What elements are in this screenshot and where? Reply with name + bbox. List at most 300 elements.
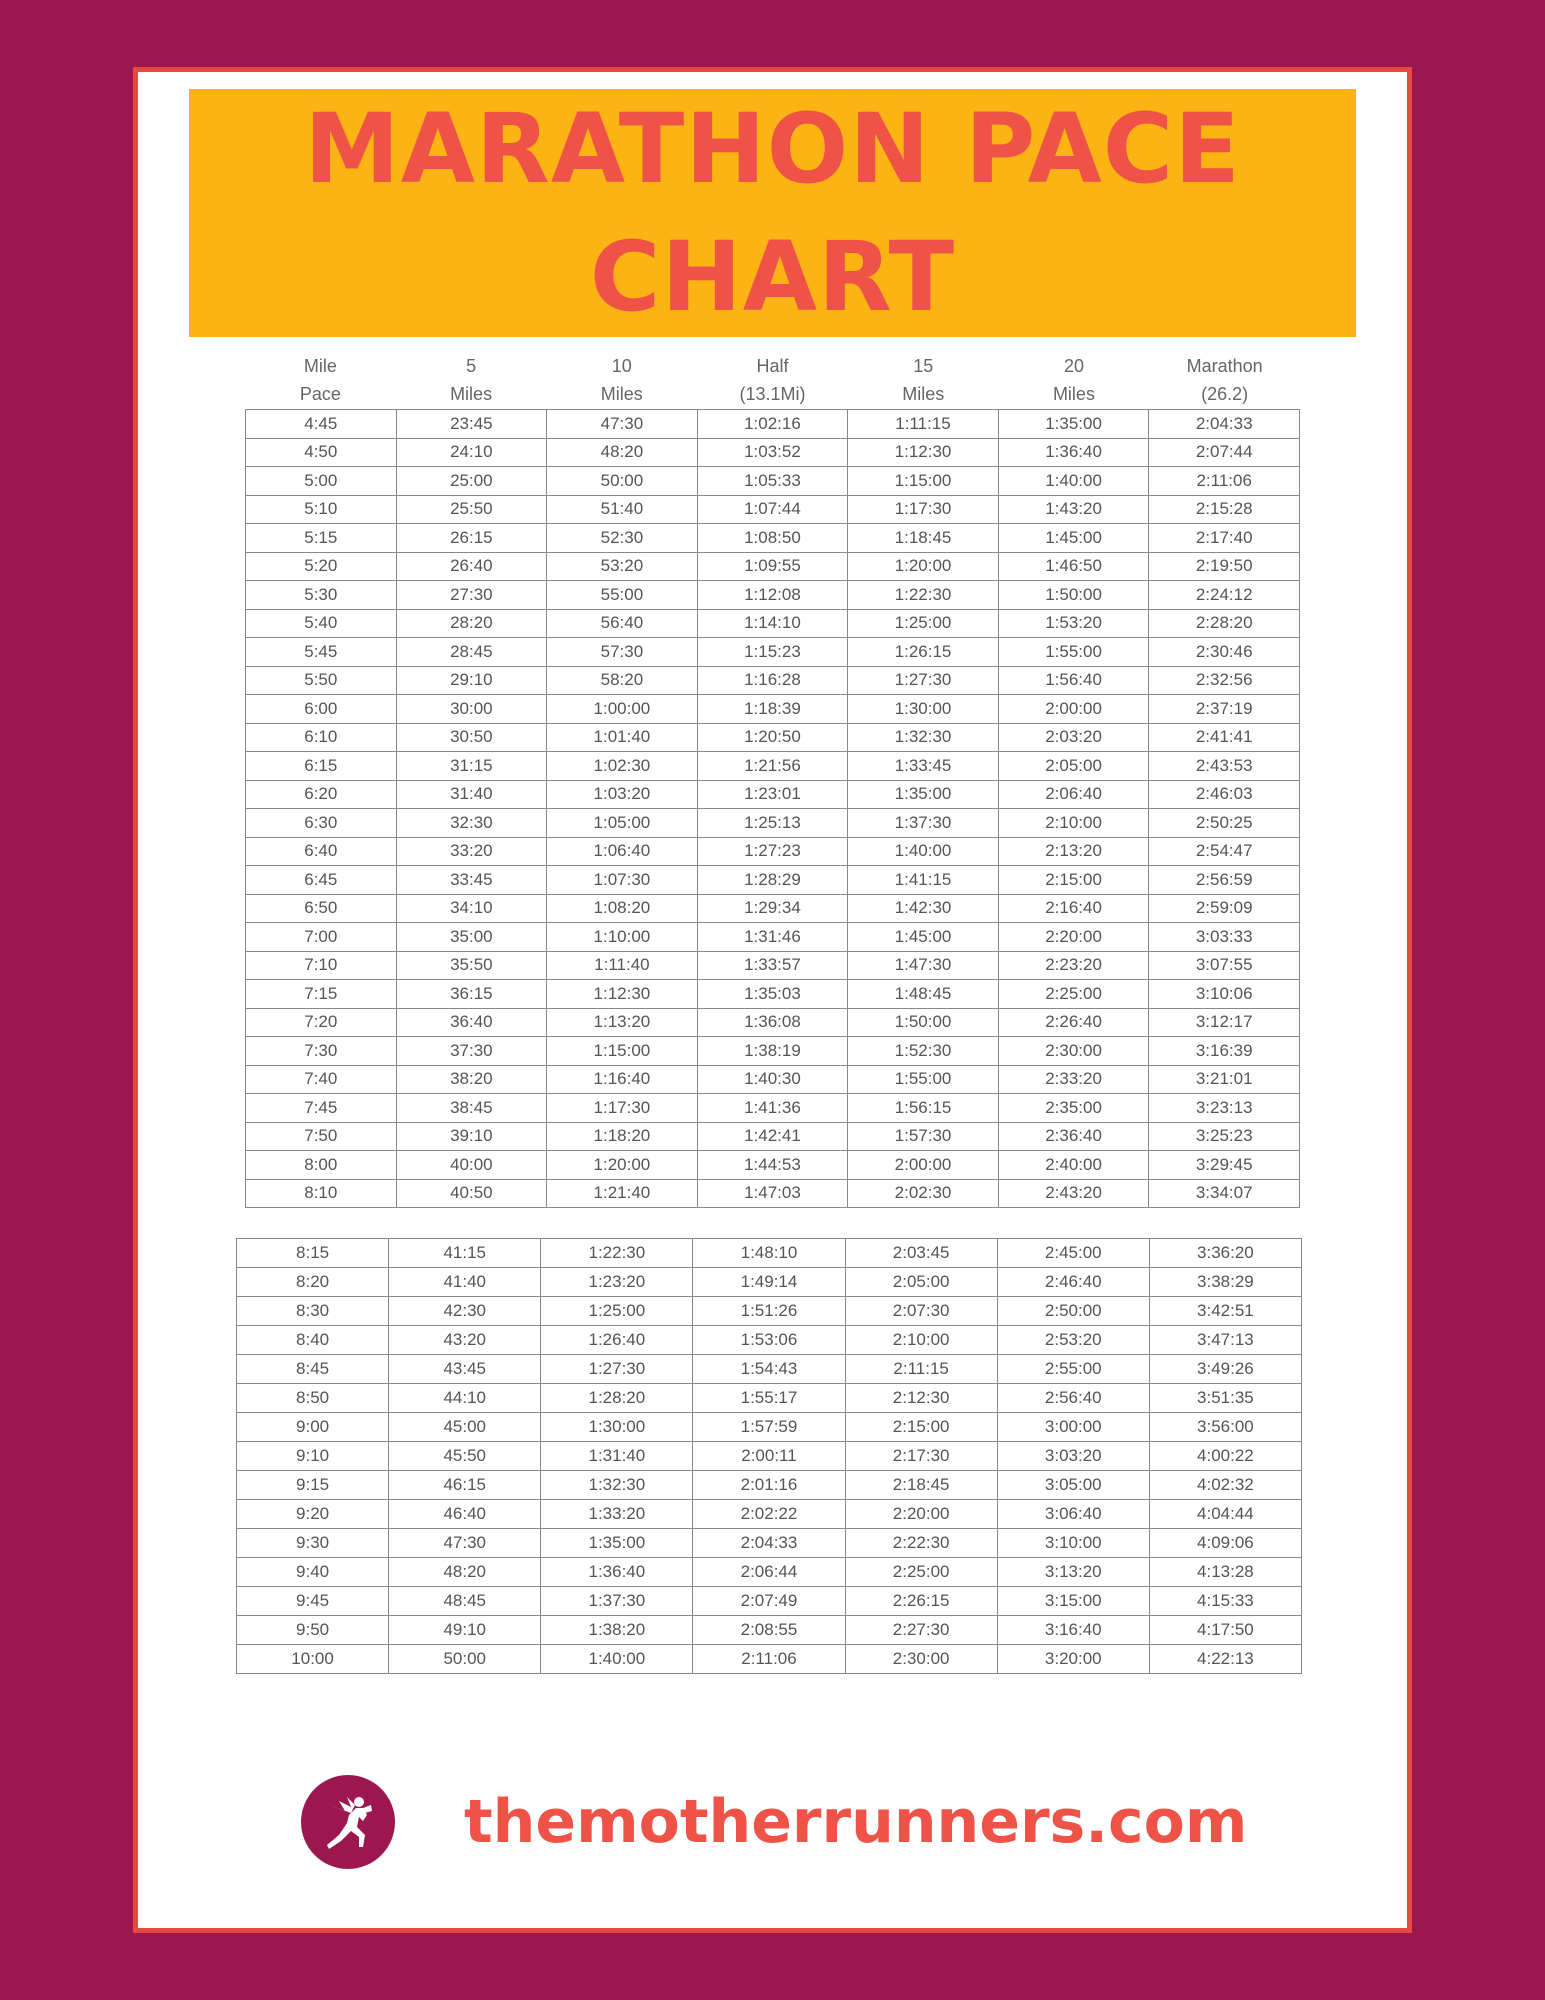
table-cell: 1:18:39 [697, 695, 848, 724]
table-cell: 2:10:00 [845, 1326, 997, 1355]
table-cell: 6:15 [246, 752, 397, 781]
table-cell: 5:10 [246, 495, 397, 524]
table-cell: 2:37:19 [1149, 695, 1300, 724]
table-cell: 35:00 [396, 923, 547, 952]
table-cell: 33:45 [396, 866, 547, 895]
table-row [246, 1008, 1300, 1037]
table-cell: 2:11:15 [845, 1355, 997, 1384]
table-cell: 2:26:40 [998, 1008, 1149, 1037]
table-cell: 7:40 [246, 1065, 397, 1094]
table-cell: 56:40 [547, 609, 698, 638]
table-cell: 2:26:15 [845, 1587, 997, 1616]
table-cell: 50:00 [547, 467, 698, 496]
table-cell: 41:15 [389, 1239, 541, 1268]
table-cell: 4:17:50 [1149, 1616, 1301, 1645]
table-cell: 37:30 [396, 1037, 547, 1066]
table-row [246, 894, 1300, 923]
table-cell: 1:48:10 [693, 1239, 845, 1268]
table-cell: 1:03:52 [697, 438, 848, 467]
table-cell: 1:40:30 [697, 1065, 848, 1094]
table-row [237, 1326, 1302, 1355]
table-row [246, 980, 1300, 1009]
table-cell: 4:22:13 [1149, 1645, 1301, 1674]
table-cell: 2:11:06 [1149, 467, 1300, 496]
column-header [848, 352, 999, 408]
table-cell: 2:30:00 [998, 1037, 1149, 1066]
table-cell: 2:43:53 [1149, 752, 1300, 781]
table-cell: 8:40 [237, 1326, 389, 1355]
table-cell: 1:47:30 [848, 951, 999, 980]
table-cell: 1:08:20 [547, 894, 698, 923]
table-cell: 3:10:06 [1149, 980, 1300, 1009]
table-cell: 5:30 [246, 581, 397, 610]
table-cell: 38:20 [396, 1065, 547, 1094]
table-cell: 30:00 [396, 695, 547, 724]
table-cell: 2:17:40 [1149, 524, 1300, 553]
table-cell: 1:47:03 [697, 1179, 848, 1208]
table-cell: 1:35:00 [998, 410, 1149, 439]
table-cell: 2:15:00 [845, 1413, 997, 1442]
pace-table-part-1 [245, 409, 1300, 1208]
table-cell: 28:20 [396, 609, 547, 638]
table-cell: 4:02:32 [1149, 1471, 1301, 1500]
table-row [246, 923, 1300, 952]
table-cell: 57:30 [547, 638, 698, 667]
table-cell: 46:15 [389, 1471, 541, 1500]
table-cell: 5:15 [246, 524, 397, 553]
table-cell: 2:13:20 [998, 837, 1149, 866]
table-cell: 1:33:57 [697, 951, 848, 980]
table-cell: 2:27:30 [845, 1616, 997, 1645]
table-cell: 1:28:20 [541, 1384, 693, 1413]
table-cell: 47:30 [389, 1529, 541, 1558]
table-cell: 1:26:40 [541, 1326, 693, 1355]
table-cell: 1:40:00 [848, 837, 999, 866]
table-row [246, 951, 1300, 980]
table-cell: 3:05:00 [997, 1471, 1149, 1500]
table-cell: 2:05:00 [845, 1268, 997, 1297]
table-cell: 25:00 [396, 467, 547, 496]
table-cell: 24:10 [396, 438, 547, 467]
table-cell: 1:45:00 [848, 923, 999, 952]
table-row [237, 1616, 1302, 1645]
table-row [246, 1037, 1300, 1066]
table-cell: 1:17:30 [848, 495, 999, 524]
table-cell: 3:42:51 [1149, 1297, 1301, 1326]
table-row [246, 581, 1300, 610]
table-cell: 25:50 [396, 495, 547, 524]
table-cell: 29:10 [396, 666, 547, 695]
table-cell: 26:15 [396, 524, 547, 553]
table-cell: 31:40 [396, 780, 547, 809]
table-cell: 2:00:00 [848, 1151, 999, 1180]
table-cell: 1:45:00 [998, 524, 1149, 553]
table-cell: 2:56:40 [997, 1384, 1149, 1413]
table-cell: 2:54:47 [1149, 837, 1300, 866]
table-cell: 5:00 [246, 467, 397, 496]
table-cell: 9:10 [237, 1442, 389, 1471]
table-cell: 1:30:00 [848, 695, 999, 724]
table-row [237, 1500, 1302, 1529]
table-cell: 2:24:12 [1149, 581, 1300, 610]
table-cell: 1:20:00 [547, 1151, 698, 1180]
table-cell: 1:48:45 [848, 980, 999, 1009]
table-cell: 36:40 [396, 1008, 547, 1037]
table-cell: 1:15:00 [547, 1037, 698, 1066]
table-cell: 2:45:00 [997, 1239, 1149, 1268]
table-cell: 1:37:30 [848, 809, 999, 838]
title-line-2: CHART [589, 221, 956, 333]
table-row [246, 1151, 1300, 1180]
table-cell: 3:12:17 [1149, 1008, 1300, 1037]
table-cell: 1:12:08 [697, 581, 848, 610]
table-row [246, 1094, 1300, 1123]
table-cell: 3:16:40 [997, 1616, 1149, 1645]
column-header-line: Miles [450, 384, 493, 404]
table-cell: 2:32:56 [1149, 666, 1300, 695]
table-cell: 1:41:36 [697, 1094, 848, 1123]
table-cell: 1:01:40 [547, 723, 698, 752]
table-cell: 2:28:20 [1149, 609, 1300, 638]
winged-runner-icon [301, 1775, 395, 1869]
table-cell: 1:32:30 [541, 1471, 693, 1500]
table-row [237, 1297, 1302, 1326]
table-cell: 1:40:00 [541, 1645, 693, 1674]
column-header [396, 352, 547, 408]
column-header-line: Miles [600, 384, 643, 404]
table-cell: 2:50:25 [1149, 809, 1300, 838]
table-cell: 55:00 [547, 581, 698, 610]
column-header [245, 352, 396, 408]
table-cell: 1:38:20 [541, 1616, 693, 1645]
table-cell: 27:30 [396, 581, 547, 610]
table-cell: 1:27:23 [697, 837, 848, 866]
table-cell: 1:25:13 [697, 809, 848, 838]
table-cell: 1:35:00 [541, 1529, 693, 1558]
table-cell: 3:07:55 [1149, 951, 1300, 980]
table-cell: 45:00 [389, 1413, 541, 1442]
table-cell: 2:43:20 [998, 1179, 1149, 1208]
table-cell: 1:36:40 [541, 1558, 693, 1587]
table-cell: 1:10:00 [547, 923, 698, 952]
table-cell: 8:45 [237, 1355, 389, 1384]
table-cell: 3:25:23 [1149, 1122, 1300, 1151]
table-cell: 2:22:30 [845, 1529, 997, 1558]
table-cell: 2:06:44 [693, 1558, 845, 1587]
table-cell: 2:15:28 [1149, 495, 1300, 524]
table-cell: 44:10 [389, 1384, 541, 1413]
table-cell: 1:05:00 [547, 809, 698, 838]
table-cell: 43:45 [389, 1355, 541, 1384]
table-cell: 1:42:30 [848, 894, 999, 923]
table-cell: 1:33:20 [541, 1500, 693, 1529]
table-cell: 38:45 [396, 1094, 547, 1123]
table-row [246, 495, 1300, 524]
table-row [237, 1558, 1302, 1587]
table-cell: 28:45 [396, 638, 547, 667]
table-cell: 2:07:30 [845, 1297, 997, 1326]
column-header [1149, 352, 1300, 408]
table-cell: 1:11:40 [547, 951, 698, 980]
table-cell: 3:51:35 [1149, 1384, 1301, 1413]
table-cell: 33:20 [396, 837, 547, 866]
table-row [246, 723, 1300, 752]
table-cell: 1:55:00 [848, 1065, 999, 1094]
table-cell: 2:04:33 [1149, 410, 1300, 439]
table-cell: 26:40 [396, 552, 547, 581]
table-cell: 2:50:00 [997, 1297, 1149, 1326]
table-cell: 1:23:20 [541, 1268, 693, 1297]
table-cell: 1:55:17 [693, 1384, 845, 1413]
table-cell: 1:31:40 [541, 1442, 693, 1471]
table-cell: 53:20 [547, 552, 698, 581]
table-cell: 6:00 [246, 695, 397, 724]
table-cell: 2:35:00 [998, 1094, 1149, 1123]
table-cell: 3:13:20 [997, 1558, 1149, 1587]
table-cell: 2:25:00 [998, 980, 1149, 1009]
table-cell: 1:02:30 [547, 752, 698, 781]
table-cell: 8:00 [246, 1151, 397, 1180]
table-cell: 2:05:00 [998, 752, 1149, 781]
table-cell: 3:21:01 [1149, 1065, 1300, 1094]
website-link[interactable]: themotherrunners.com [464, 1787, 1248, 1857]
table-cell: 2:30:00 [845, 1645, 997, 1674]
table-cell: 1:03:20 [547, 780, 698, 809]
table-cell: 43:20 [389, 1326, 541, 1355]
table-cell: 3:36:20 [1149, 1239, 1301, 1268]
column-header [999, 352, 1150, 408]
table-cell: 2:17:30 [845, 1442, 997, 1471]
table-cell: 1:32:30 [848, 723, 999, 752]
table-cell: 1:56:15 [848, 1094, 999, 1123]
table-row [246, 524, 1300, 553]
table-row [246, 467, 1300, 496]
table-row [246, 438, 1300, 467]
table-cell: 2:30:46 [1149, 638, 1300, 667]
table-cell: 1:31:46 [697, 923, 848, 952]
table-row [237, 1268, 1302, 1297]
table-cell: 2:00:11 [693, 1442, 845, 1471]
table-cell: 41:40 [389, 1268, 541, 1297]
table-row [246, 552, 1300, 581]
table-cell: 3:56:00 [1149, 1413, 1301, 1442]
title-line-1: MARATHON PACE [304, 93, 1241, 205]
table-cell: 45:50 [389, 1442, 541, 1471]
table-cell: 1:22:30 [848, 581, 999, 610]
table-cell: 4:15:33 [1149, 1587, 1301, 1616]
table-cell: 6:40 [246, 837, 397, 866]
table-cell: 2:10:00 [998, 809, 1149, 838]
table-cell: 1:55:00 [998, 638, 1149, 667]
table-cell: 6:50 [246, 894, 397, 923]
table-cell: 3:49:26 [1149, 1355, 1301, 1384]
table-cell: 7:10 [246, 951, 397, 980]
table-cell: 4:50 [246, 438, 397, 467]
table-cell: 2:04:33 [693, 1529, 845, 1558]
table-cell: 9:40 [237, 1558, 389, 1587]
table-cell: 48:20 [389, 1558, 541, 1587]
table-cell: 1:43:20 [998, 495, 1149, 524]
table-cell: 1:13:20 [547, 1008, 698, 1037]
table-row [246, 1065, 1300, 1094]
table-cell: 1:18:45 [848, 524, 999, 553]
table-cell: 2:59:09 [1149, 894, 1300, 923]
table-cell: 35:50 [396, 951, 547, 980]
title-banner [189, 89, 1356, 337]
table-cell: 2:06:40 [998, 780, 1149, 809]
table-cell: 2:11:06 [693, 1645, 845, 1674]
table-cell: 9:20 [237, 1500, 389, 1529]
table-cell: 1:06:40 [547, 837, 698, 866]
column-header-line: Marathon [1186, 356, 1263, 376]
table-cell: 1:36:08 [697, 1008, 848, 1037]
column-header-line: Half [756, 356, 789, 376]
column-header [546, 352, 697, 408]
table-row [246, 695, 1300, 724]
table-cell: 3:10:00 [997, 1529, 1149, 1558]
table-cell: 5:40 [246, 609, 397, 638]
table-cell: 1:57:30 [848, 1122, 999, 1151]
table-cell: 47:30 [547, 410, 698, 439]
table-cell: 2:01:16 [693, 1471, 845, 1500]
table-cell: 1:50:00 [848, 1008, 999, 1037]
table-cell: 2:15:00 [998, 866, 1149, 895]
table-cell: 1:35:00 [848, 780, 999, 809]
table-cell: 1:33:45 [848, 752, 999, 781]
table-row [246, 609, 1300, 638]
table-cell: 46:40 [389, 1500, 541, 1529]
table-cell: 10:00 [237, 1645, 389, 1674]
table-cell: 8:50 [237, 1384, 389, 1413]
table-cell: 2:02:22 [693, 1500, 845, 1529]
table-row [246, 638, 1300, 667]
table-cell: 23:45 [396, 410, 547, 439]
table-cell: 9:15 [237, 1471, 389, 1500]
table-cell: 8:20 [237, 1268, 389, 1297]
table-cell: 1:38:19 [697, 1037, 848, 1066]
table-cell: 2:20:00 [998, 923, 1149, 952]
table-cell: 1:17:30 [547, 1094, 698, 1123]
table-cell: 3:20:00 [997, 1645, 1149, 1674]
table-cell: 1:56:40 [998, 666, 1149, 695]
table-cell: 2:03:45 [845, 1239, 997, 1268]
table-row [246, 1122, 1300, 1151]
column-header [697, 352, 848, 408]
table-cell: 1:41:15 [848, 866, 999, 895]
table-row [237, 1355, 1302, 1384]
table-cell: 1:11:15 [848, 410, 999, 439]
table-cell: 1:37:30 [541, 1587, 693, 1616]
table-cell: 7:20 [246, 1008, 397, 1037]
table-row [237, 1471, 1302, 1500]
table-row [246, 780, 1300, 809]
table-cell: 3:47:13 [1149, 1326, 1301, 1355]
table-cell: 3:23:13 [1149, 1094, 1300, 1123]
table-cell: 3:15:00 [997, 1587, 1149, 1616]
table-cell: 30:50 [396, 723, 547, 752]
table-cell: 4:04:44 [1149, 1500, 1301, 1529]
table-cell: 7:50 [246, 1122, 397, 1151]
table-cell: 1:12:30 [547, 980, 698, 1009]
table-cell: 2:16:40 [998, 894, 1149, 923]
table-cell: 4:45 [246, 410, 397, 439]
table-cell: 1:28:29 [697, 866, 848, 895]
table-row [237, 1587, 1302, 1616]
table-cell: 1:20:50 [697, 723, 848, 752]
table-cell: 51:40 [547, 495, 698, 524]
table-cell: 39:10 [396, 1122, 547, 1151]
table-cell: 1:14:10 [697, 609, 848, 638]
table-row [246, 752, 1300, 781]
table-cell: 50:00 [389, 1645, 541, 1674]
table-cell: 1:49:14 [693, 1268, 845, 1297]
table-cell: 1:51:26 [693, 1297, 845, 1326]
table-cell: 2:46:03 [1149, 780, 1300, 809]
table-cell: 34:10 [396, 894, 547, 923]
table-cell: 1:54:43 [693, 1355, 845, 1384]
table-cell: 1:22:30 [541, 1239, 693, 1268]
table-cell: 1:16:28 [697, 666, 848, 695]
table-cell: 2:00:00 [998, 695, 1149, 724]
table-cell: 2:46:40 [997, 1268, 1149, 1297]
table-cell: 5:45 [246, 638, 397, 667]
table-cell: 1:15:00 [848, 467, 999, 496]
table-cell: 2:07:49 [693, 1587, 845, 1616]
table-cell: 1:16:40 [547, 1065, 698, 1094]
table-cell: 7:45 [246, 1094, 397, 1123]
table-cell: 1:08:50 [697, 524, 848, 553]
table-cell: 2:03:20 [998, 723, 1149, 752]
table-cell: 4:09:06 [1149, 1529, 1301, 1558]
table-cell: 4:13:28 [1149, 1558, 1301, 1587]
table-cell: 40:00 [396, 1151, 547, 1180]
table-cell: 8:15 [237, 1239, 389, 1268]
table-row [237, 1413, 1302, 1442]
table-cell: 1:36:40 [998, 438, 1149, 467]
column-header-line: Pace [299, 384, 341, 404]
table-row [246, 866, 1300, 895]
table-cell: 7:30 [246, 1037, 397, 1066]
table-row [246, 837, 1300, 866]
table-cell: 1:18:20 [547, 1122, 698, 1151]
table-cell: 3:38:29 [1149, 1268, 1301, 1297]
table-row [246, 666, 1300, 695]
table-cell: 5:20 [246, 552, 397, 581]
table-cell: 1:15:23 [697, 638, 848, 667]
table-cell: 1:21:56 [697, 752, 848, 781]
table-cell: 2:33:20 [998, 1065, 1149, 1094]
table-cell: 1:09:55 [697, 552, 848, 581]
table-cell: 2:07:44 [1149, 438, 1300, 467]
table-cell: 48:20 [547, 438, 698, 467]
table-cell: 1:23:01 [697, 780, 848, 809]
table-cell: 1:35:03 [697, 980, 848, 1009]
table-cell: 2:02:30 [848, 1179, 999, 1208]
table-cell: 1:50:00 [998, 581, 1149, 610]
table-cell: 2:53:20 [997, 1326, 1149, 1355]
column-header-line: 20 [1063, 356, 1084, 376]
table-header [245, 352, 1300, 408]
table-cell: 9:45 [237, 1587, 389, 1616]
table-cell: 1:20:00 [848, 552, 999, 581]
table-cell: 2:18:45 [845, 1471, 997, 1500]
table-cell: 1:40:00 [998, 467, 1149, 496]
column-header-line: 15 [913, 356, 934, 376]
column-header-line: (13.1Mi) [739, 384, 806, 404]
table-cell: 42:30 [389, 1297, 541, 1326]
table-cell: 40:50 [396, 1179, 547, 1208]
table-cell: 1:21:40 [547, 1179, 698, 1208]
